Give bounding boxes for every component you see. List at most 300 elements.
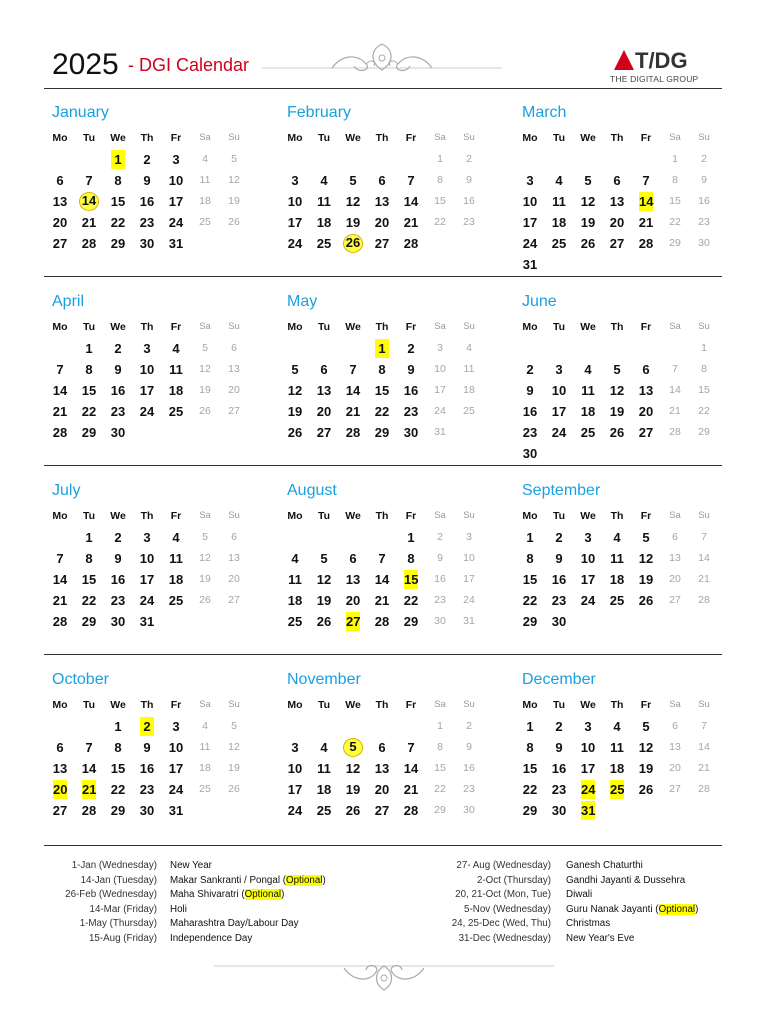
calendar-day: 24 (168, 215, 184, 230)
holiday-date: 14-Mar (Friday) (89, 903, 157, 915)
calendar-day: 2 (114, 341, 122, 356)
calendar-day: 15 (404, 572, 419, 587)
weekday-header: Sa (199, 321, 211, 332)
calendar-day: 30 (139, 803, 155, 818)
calendar-day: 23 (522, 425, 538, 440)
weekday-header: Tu (552, 510, 566, 522)
calendar-day: 6 (378, 173, 386, 188)
calendar-day: 26 (199, 405, 211, 417)
calendar-day: 3 (172, 152, 180, 167)
calendar-day: 15 (81, 572, 97, 587)
calendar-day: 31 (463, 615, 475, 627)
calendar-day: 8 (114, 173, 122, 188)
header-divider (44, 88, 722, 89)
calendar-day: 12 (638, 551, 654, 566)
optional-badge: Optional (285, 874, 323, 886)
weekday-header: Th (610, 132, 624, 144)
calendar-day: 9 (466, 741, 472, 753)
weekday-header: Fr (170, 132, 182, 144)
month-name: April (52, 293, 85, 310)
weekday-header: Tu (317, 699, 331, 711)
calendar-day: 4 (172, 341, 180, 356)
calendar-day: 12 (287, 383, 303, 398)
calendar-day: 28 (374, 614, 390, 629)
weekday-header: Fr (405, 510, 417, 522)
calendar-day: 8 (407, 551, 415, 566)
calendar-day: 5 (343, 738, 363, 757)
calendar-day: 29 (403, 614, 419, 629)
holiday-date: 2-Oct (Thursday) (476, 874, 551, 886)
calendar-day: 23 (110, 404, 126, 419)
logo-subtext: THE DIGITAL GROUP (610, 74, 699, 84)
calendar-day: 16 (139, 194, 155, 209)
weekday-header: Mo (522, 321, 538, 333)
calendar-day: 15 (110, 194, 126, 209)
calendar-day: 22 (698, 405, 710, 417)
calendar-day: 1 (672, 153, 678, 165)
calendar-day: 30 (403, 425, 419, 440)
calendar-day: 16 (463, 762, 475, 774)
calendar-day: 29 (110, 803, 126, 818)
calendar-day: 22 (434, 783, 446, 795)
weekday-header: Su (698, 132, 710, 143)
calendar-day: 27 (228, 594, 240, 606)
calendar-day: 15 (698, 384, 710, 396)
calendar-day: 24 (463, 594, 475, 606)
calendar-day: 13 (374, 761, 390, 776)
calendar-day: 12 (199, 363, 211, 375)
calendar-day: 8 (672, 174, 678, 186)
month-name: December (522, 671, 596, 688)
month-july (44, 478, 244, 658)
calendar-day: 10 (168, 173, 184, 188)
calendar-day: 7 (56, 362, 64, 377)
calendar-day: 27 (638, 425, 654, 440)
calendar-day: 14 (345, 383, 361, 398)
weekday-header: We (345, 321, 361, 333)
calendar-day: 15 (434, 762, 446, 774)
calendar-day: 8 (437, 741, 443, 753)
holiday-name: New Year (170, 860, 212, 871)
weekday-header: Th (140, 132, 154, 144)
calendar-day: 24 (580, 593, 596, 608)
calendar-day: 1 (437, 720, 443, 732)
calendar-day: 1 (526, 530, 534, 545)
calendar-day: 9 (407, 362, 415, 377)
calendar-day: 10 (551, 383, 567, 398)
calendar-day: 11 (199, 174, 211, 186)
weekday-header: Tu (317, 321, 331, 333)
calendar-day: 9 (526, 383, 534, 398)
calendar-day: 2 (437, 531, 443, 543)
weekday-header: Fr (405, 321, 417, 333)
calendar-day: 8 (526, 740, 534, 755)
calendar-day: 26 (345, 803, 361, 818)
calendar-day: 20 (638, 404, 654, 419)
calendar-day: 29 (522, 803, 538, 818)
calendar-day: 17 (287, 215, 303, 230)
calendar-day: 1 (526, 719, 534, 734)
calendar-day: 1 (437, 153, 443, 165)
calendar-day: 21 (82, 782, 97, 797)
holiday-date: 15-Aug (Friday) (88, 932, 157, 944)
calendar-day: 30 (522, 446, 538, 461)
calendar-day: 18 (316, 215, 332, 230)
calendar-day: 23 (139, 215, 155, 230)
calendar-day: 11 (463, 363, 475, 375)
calendar-day: 27 (316, 425, 332, 440)
calendar-day: 19 (199, 573, 211, 585)
weekday-header: Mo (52, 699, 68, 711)
calendar-day: 27 (669, 594, 681, 606)
holiday-name: Christmas (566, 918, 611, 929)
calendar-day: 3 (584, 719, 592, 734)
calendar-day: 4 (555, 173, 563, 188)
calendar-day: 22 (403, 593, 419, 608)
weekday-header: We (580, 132, 596, 144)
calendar-day: 1 (375, 339, 389, 358)
calendar-day: 30 (551, 803, 567, 818)
calendar-day: 7 (672, 363, 678, 375)
calendar-day: 8 (85, 551, 93, 566)
calendar-day: 29 (522, 614, 538, 629)
calendar-day: 10 (434, 363, 446, 375)
weekday-header: Su (463, 321, 475, 332)
calendar-day: 5 (231, 153, 237, 165)
weekday-header: Fr (640, 510, 652, 522)
weekday-header: Fr (170, 699, 182, 711)
weekday-header: Mo (287, 321, 303, 333)
calendar-day: 21 (52, 404, 68, 419)
calendar-day: 9 (701, 174, 707, 186)
weekday-header: We (580, 699, 596, 711)
calendar-day: 31 (434, 426, 446, 438)
holiday-date: 31-Dec (Wednesday) (458, 932, 551, 944)
calendar-day: 4 (320, 173, 328, 188)
calendar-day: 3 (437, 342, 443, 354)
calendar-day: 21 (698, 762, 710, 774)
weekday-header: Sa (434, 699, 446, 710)
month-april (44, 289, 244, 469)
calendar-day: 25 (610, 782, 625, 797)
weekday-header: Th (610, 510, 624, 522)
calendar-day: 7 (378, 551, 386, 566)
calendar-day: 5 (642, 530, 650, 545)
calendar-day: 26 (580, 236, 596, 251)
weekday-header: Fr (170, 510, 182, 522)
calendar-day: 20 (669, 762, 681, 774)
calendar-day: 31 (522, 257, 538, 272)
calendar-day: 11 (610, 551, 624, 566)
calendar-day: 21 (403, 782, 419, 797)
calendar-day: 9 (143, 740, 151, 755)
calendar-day: 22 (434, 216, 446, 228)
calendar-day: 10 (287, 761, 303, 776)
calendar-day: 5 (613, 362, 621, 377)
calendar-day: 4 (202, 153, 208, 165)
calendar-day: 31 (581, 803, 596, 818)
calendar-day: 30 (551, 614, 567, 629)
calendar-day: 20 (374, 215, 390, 230)
calendar-day: 4 (613, 530, 621, 545)
weekday-header: Mo (52, 132, 68, 144)
calendar-day: 7 (349, 362, 357, 377)
weekday-header: Tu (82, 510, 96, 522)
calendar-day: 29 (81, 425, 97, 440)
calendar-day: 12 (638, 740, 654, 755)
weekday-header: Fr (405, 132, 417, 144)
calendar-day: 25 (316, 803, 332, 818)
calendar-day: 1 (85, 341, 93, 356)
month-name: September (522, 482, 601, 499)
calendar-day: 16 (434, 573, 446, 585)
calendar-day: 24 (168, 782, 184, 797)
calendar-day: 26 (228, 783, 240, 795)
calendar-day: 22 (110, 215, 126, 230)
calendar-day: 28 (698, 594, 710, 606)
calendar-day: 28 (52, 614, 68, 629)
calendar-day: 27 (52, 236, 68, 251)
calendar-day: 10 (580, 740, 596, 755)
holiday-name: Holi (170, 903, 187, 915)
calendar-day: 2 (701, 153, 707, 165)
calendar-day: 24 (551, 425, 567, 440)
calendar-day: 19 (287, 404, 303, 419)
ornament-bottom-icon (214, 954, 554, 994)
calendar-day: 25 (463, 405, 475, 417)
calendar-subtitle: - DGI Calendar (128, 55, 250, 75)
calendar-day: 12 (228, 174, 240, 186)
calendar-day: 23 (463, 783, 475, 795)
calendar-day: 13 (52, 761, 68, 776)
holiday-name: Ganesh Chaturthi (566, 860, 643, 871)
calendar-day: 5 (291, 362, 299, 377)
weekday-header: Sa (434, 510, 446, 521)
holiday-date: 1-May (Thursday) (79, 918, 157, 929)
calendar-day: 9 (437, 552, 443, 564)
calendar-day: 15 (522, 761, 538, 776)
calendar-day: 20 (669, 573, 681, 585)
weekday-header: Th (610, 321, 624, 333)
weekday-header: Su (698, 699, 710, 710)
calendar-day: 23 (551, 782, 567, 797)
calendar-day: 3 (555, 362, 563, 377)
calendar-day: 11 (169, 362, 183, 377)
calendar-day: 20 (52, 215, 68, 230)
holiday-name: New Year's Eve (566, 932, 635, 944)
month-name: January (52, 104, 109, 121)
calendar-year: 2025 (52, 48, 119, 81)
calendar-day: 9 (466, 174, 472, 186)
weekday-header: We (110, 699, 126, 711)
calendar-day: 25 (287, 614, 303, 629)
weekday-header: Tu (552, 699, 566, 711)
calendar-day: 23 (463, 216, 475, 228)
calendar-day: 26 (638, 593, 654, 608)
calendar-day: 5 (202, 342, 208, 354)
calendar-day: 17 (168, 194, 184, 209)
calendar-day: 4 (172, 530, 180, 545)
weekday-header: Su (228, 510, 240, 521)
calendar-day: 13 (52, 194, 68, 209)
calendar-day: 24 (287, 236, 303, 251)
weekday-header: We (345, 132, 361, 144)
holiday-name: Gandhi Jayanti & Dussehra (566, 874, 686, 886)
calendar-day: 11 (317, 194, 331, 209)
month-row-divider (44, 276, 722, 277)
calendar-day: 2 (466, 153, 472, 165)
weekday-header: Mo (52, 321, 68, 333)
calendar-day: 5 (202, 531, 208, 543)
calendar-day: 4 (584, 362, 592, 377)
calendar-day: 10 (139, 551, 155, 566)
calendar-day: 16 (463, 195, 475, 207)
calendar-day: 4 (202, 720, 208, 732)
calendar-day: 17 (168, 761, 184, 776)
calendar-day: 7 (407, 740, 415, 755)
calendar-day: 21 (81, 215, 97, 230)
holiday-date: 20, 21-Oct (Mon, Tue) (455, 889, 551, 900)
calendar-day: 15 (669, 195, 681, 207)
calendar-day: 10 (580, 551, 596, 566)
holiday-date: 26-Feb (Wednesday) (65, 889, 157, 900)
calendar-day: 13 (316, 383, 332, 398)
calendar-day: 9 (114, 362, 122, 377)
calendar-day: 7 (407, 173, 415, 188)
calendar-day: 3 (466, 531, 472, 543)
calendar-day: 11 (317, 761, 331, 776)
weekday-header: Fr (640, 321, 652, 333)
calendar-day: 16 (551, 761, 567, 776)
calendar-day: 14 (698, 741, 710, 753)
calendar-day: 14 (403, 761, 419, 776)
calendar-day: 26 (638, 782, 654, 797)
calendar-day: 8 (85, 362, 93, 377)
calendar-day: 13 (669, 741, 681, 753)
calendar-day: 2 (143, 152, 151, 167)
calendar-day: 30 (463, 804, 475, 816)
calendar-day: 6 (349, 551, 357, 566)
month-february (279, 100, 479, 280)
weekday-header: Th (610, 699, 624, 711)
calendar-day: 28 (403, 236, 419, 251)
weekday-header: Tu (552, 321, 566, 333)
calendar-day: 20 (228, 573, 240, 585)
calendar-day: 13 (638, 383, 654, 398)
calendar-day: 22 (81, 593, 97, 608)
calendar-day: 10 (522, 194, 538, 209)
calendar-day: 21 (345, 404, 361, 419)
calendar-day: 6 (56, 740, 64, 755)
calendar-day: 24 (434, 405, 446, 417)
calendar-day: 6 (672, 531, 678, 543)
holiday-name: Guru Nanak Jayanti (Optional) (566, 903, 699, 915)
weekday-header: Tu (552, 132, 566, 144)
calendar-day: 21 (698, 573, 710, 585)
month-november (279, 667, 479, 847)
weekday-header: We (110, 510, 126, 522)
weekday-header: Su (698, 321, 710, 332)
calendar-day: 16 (551, 572, 567, 587)
calendar-day: 14 (403, 194, 419, 209)
calendar-day: 13 (345, 572, 361, 587)
calendar-day: 14 (81, 761, 97, 776)
calendar-day: 26 (609, 425, 625, 440)
calendar-day: 16 (110, 383, 126, 398)
calendar-day: 6 (613, 173, 621, 188)
calendar-day: 26 (228, 216, 240, 228)
calendar-day: 22 (669, 216, 681, 228)
calendar-day: 18 (609, 761, 625, 776)
holiday-date: 14-Jan (Tuesday) (80, 874, 157, 886)
calendar-day: 7 (85, 173, 93, 188)
calendar-day: 28 (81, 803, 97, 818)
weekday-header: We (110, 321, 126, 333)
calendar-day: 18 (551, 215, 567, 230)
calendar-day: 29 (698, 426, 710, 438)
calendar-day: 18 (168, 572, 184, 587)
calendar-day: 1 (701, 342, 707, 354)
calendar-day: 21 (669, 405, 681, 417)
calendar-day: 19 (638, 572, 654, 587)
weekday-header: Su (463, 510, 475, 521)
calendar-day: 12 (228, 741, 240, 753)
calendar-day: 14 (52, 572, 68, 587)
calendar-day: 30 (110, 425, 126, 440)
calendar-day: 7 (701, 720, 707, 732)
calendar-day: 17 (551, 404, 567, 419)
calendar-day: 27 (609, 236, 625, 251)
calendar-day: 13 (374, 194, 390, 209)
calendar-day: 14 (52, 383, 68, 398)
calendar-day: 25 (316, 236, 332, 251)
month-row-divider (44, 654, 722, 655)
weekday-header: Th (375, 132, 389, 144)
holiday-date: 27- Aug (Wednesday) (456, 860, 551, 871)
weekday-header: Mo (522, 699, 538, 711)
month-name: July (52, 482, 81, 499)
calendar-day: 25 (609, 593, 625, 608)
calendar-day: 12 (345, 194, 361, 209)
calendar-day: 2 (526, 362, 534, 377)
calendar-day: 7 (701, 531, 707, 543)
calendar-day: 17 (580, 572, 596, 587)
optional-badge: Optional (244, 889, 282, 900)
weekday-header: Tu (82, 132, 96, 144)
weekday-header: Tu (82, 321, 96, 333)
calendar-day: 18 (199, 762, 211, 774)
calendar-day: 1 (407, 530, 415, 545)
calendar-day: 28 (638, 236, 654, 251)
calendar-day: 3 (143, 341, 151, 356)
calendar-day: 3 (291, 740, 299, 755)
month-december (514, 667, 714, 847)
calendar-day: 18 (316, 782, 332, 797)
calendar-day: 19 (345, 215, 361, 230)
calendar-day: 6 (56, 173, 64, 188)
calendar-day: 8 (701, 363, 707, 375)
calendar-day: 21 (638, 215, 654, 230)
weekday-header: Th (375, 699, 389, 711)
calendar-day: 11 (288, 572, 302, 587)
calendar-day: 15 (434, 195, 446, 207)
calendar-day: 2 (114, 530, 122, 545)
calendar-day: 15 (522, 572, 538, 587)
weekday-header: We (110, 132, 126, 144)
weekday-header: Sa (669, 699, 681, 710)
weekday-header: We (345, 699, 361, 711)
calendar-day: 6 (378, 740, 386, 755)
